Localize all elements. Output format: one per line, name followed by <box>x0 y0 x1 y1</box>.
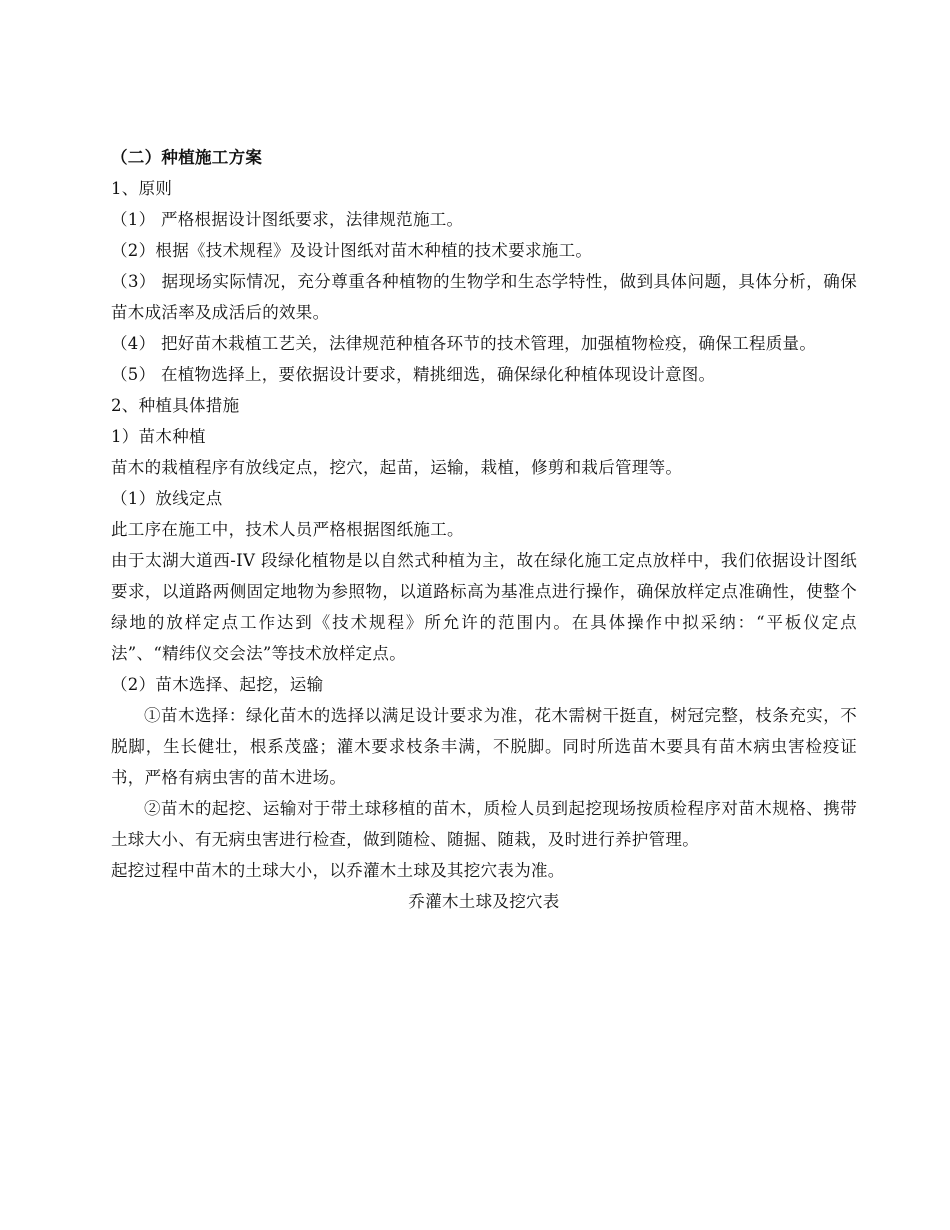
principle-item-4: （4） 把好苗木栽植工艺关，法律规范种植各环节的技术管理，加强植物检疫，确保工程质量。 <box>111 334 817 353</box>
paragraph-layout-method: 由于太湖大道西-IV 段绿化植物是以自然式种植为主，故在绿化施工定点放样中，我们依据设计图纸要求，以道路两侧固定地物为参照物，以道路标高为基准点进行操作，确保放样定点准确性，使整个绿地的放样定点工作达到《技术规程》所允许的范围内。在具体操作中拟采纳：“平板仪定点法”、“精纬仪交会法”等技术放样定点。 <box>111 551 857 663</box>
subheading-seedling-planting: 1）苗木种植 <box>111 427 206 446</box>
paragraph-digging-transport: ②苗木的起挖、运输对于带土球移植的苗木，质检人员到起挖现场按质检程序对苗木规格、携带土球大小、有无病虫害进行检查，做到随检、随掘、随栽，及时进行养护管理。 <box>111 799 857 849</box>
paragraph-selection-criteria: ①苗木选择：绿化苗木的选择以满足设计要求为准，花木需树干挺直，树冠完整，枝条充实，不脱脚，生长健壮，根系茂盛；灌木要求枝条丰满，不脱脚。同时所选苗木要具有苗木病虫害检疫证书，严格有病虫害的苗木进场。 <box>111 706 857 787</box>
principle-item-5: （5） 在植物选择上，要依据设计要求，精挑细选，确保绿化种植体现设计意图。 <box>111 365 716 384</box>
table-caption: 乔灌木土球及挖穴表 <box>408 892 560 911</box>
principle-item-3: （3） 据现场实际情况，充分尊重各种植物的生物学和生态学特性，做到具体问题，具体分析，确保苗木成活率及成活后的效果。 <box>111 272 857 322</box>
subheading-seedling-selection: （2）苗木选择、起挖，运输 <box>111 675 324 694</box>
subsection-principles: 1、原则 <box>111 179 173 198</box>
paragraph-soil-ball-size: 起挖过程中苗木的土球大小，以乔灌木土球及其挖穴表为准。 <box>111 861 565 880</box>
subheading-layout-positioning: （1）放线定点 <box>111 489 223 508</box>
section-title: （二）种植施工方案 <box>111 148 263 167</box>
paragraph-layout-process: 此工序在施工中，技术人员严格根据图纸施工。 <box>111 520 464 539</box>
principle-item-1: （1） 严格根据设计图纸要求，法律规范施工。 <box>111 210 464 229</box>
paragraph-planting-procedure: 苗木的栽植程序有放线定点，挖穴，起苗，运输，栽植，修剪和栽后管理等。 <box>111 458 683 477</box>
document-body <box>111 142 857 917</box>
principle-item-2: （2）根据《技术规程》及设计图纸对苗木种植的技术要求施工。 <box>111 241 593 260</box>
subsection-measures: 2、种植具体措施 <box>111 396 240 415</box>
